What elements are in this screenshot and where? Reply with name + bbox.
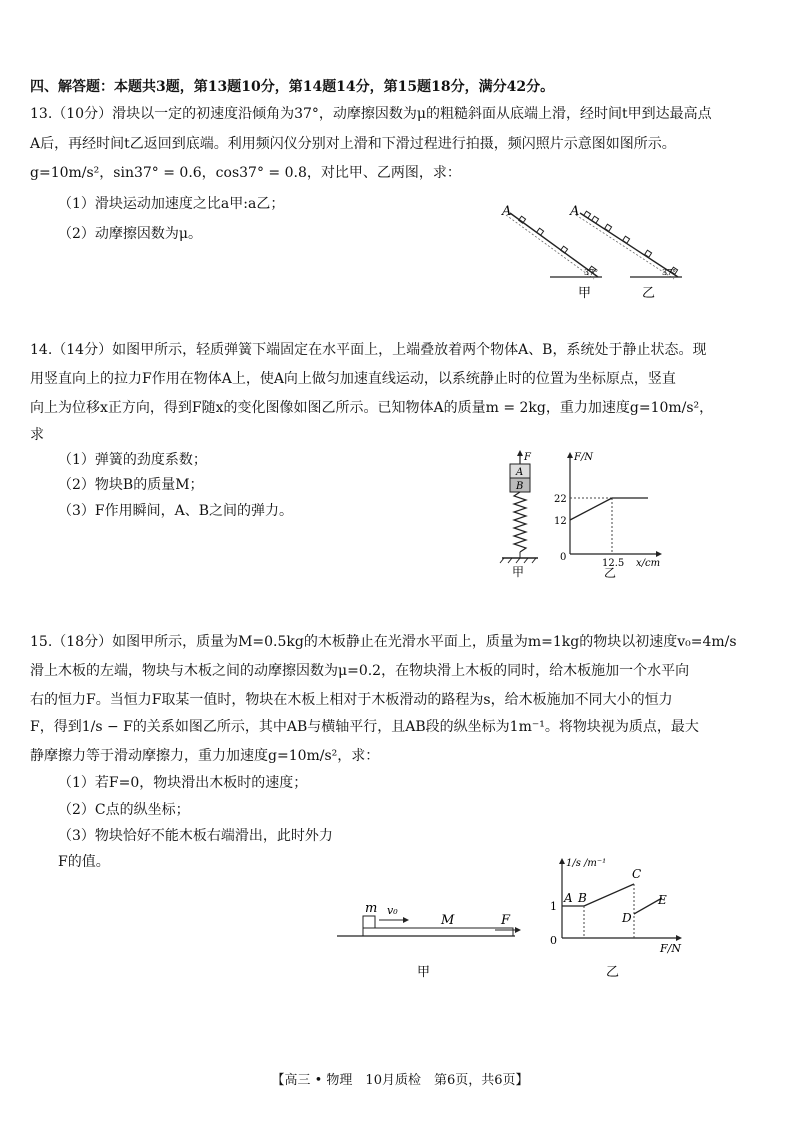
q15-line3: 右的恒力F。当恒力F取某一值时，物块在木板上相对于木板滑动的路程为s，给木板施加不同大小的恒力 [30, 692, 673, 708]
q14-tick-12: 12 [554, 516, 567, 527]
q15-label-board-m: M [441, 913, 455, 928]
q14-figure [490, 450, 670, 580]
q14-caption-right: 乙 [604, 566, 617, 580]
q15-sub2: （2）C点的纵坐标； [58, 802, 190, 818]
q14-sub1: （1）弹簧的劲度系数； [58, 452, 207, 468]
q15-block [363, 916, 375, 928]
q15-line1: 15.（18分）如图甲所示，质量为M=0.5kg的木板静止在光滑水平面上，质量为m=1kg的物块以初速度v₀=4m/s [30, 634, 737, 650]
q15-board-figure [335, 900, 525, 980]
q15-caption-right: 乙 [606, 965, 620, 980]
page-footer: 【高三 • 物理 10月质检 第6页，共6页】 [271, 1073, 529, 1088]
q13-angle-left: 37° [584, 268, 599, 277]
q15-tick-1: 1 [550, 900, 557, 913]
q15-label-m: m [365, 901, 378, 916]
q14-sub3: （3）F作用瞬间，A、B之间的弹力。 [58, 503, 294, 519]
q14-line2: 用竖直向上的拉力F作用在物体A上，使A向上做匀加速直线运动，以系统静止时的位置为坐标原点，竖直 [30, 371, 676, 387]
q15-tick-0: 0 [550, 934, 557, 947]
q15-sub3: （3）物块恰好不能木板右端滑出，此时外力 [58, 828, 333, 844]
q15-label-f: F [501, 913, 511, 928]
q15-point-a: A [564, 891, 573, 905]
q14-line3: 向上为位移x正方向，得到F随x的变化图像如图乙所示。已知物体A的质量m = 2kg，重力加速度g=10m/s²， [30, 400, 714, 416]
q13-label-a-left: A [502, 204, 512, 219]
q15-sub1: （1）若F=0，物块滑出木板时的速度； [58, 775, 308, 791]
q14-tick-0: 0 [560, 552, 567, 563]
q14-label-b: B [516, 481, 524, 492]
q15-x-axis-label: F/N [660, 942, 681, 955]
q13-line1: 13.（10分）滑块以一定的初速度沿倾角为37°，动摩擦因数为μ的粗糙斜面从底端上滑，经时间t甲到达最高点 [30, 106, 712, 122]
q15-point-d: D [622, 911, 632, 925]
q15-point-b: B [578, 891, 587, 905]
q15-sub3b: F的值。 [58, 854, 110, 870]
q14-y-axis-label: F/N [574, 452, 594, 463]
q13-line2: A后，再经时间t乙返回到底端。利用频闪仪分别对上滑和下滑过程进行拍摄，频闪照片示意图如图所示。 [30, 136, 676, 152]
q15-y-axis-label: 1/s /m⁻¹ [566, 858, 607, 869]
q14-caption-left: 甲 [512, 565, 525, 579]
q14-label-f: F [524, 452, 531, 463]
q14-line1: 14.（14分）如图甲所示，轻质弹簧下端固定在水平面上，上端叠放着两个物体A、B，系统处于静止状态。现 [30, 342, 707, 358]
q14-sub2: （2）物块B的质量M； [58, 477, 204, 493]
q15-board [363, 928, 513, 936]
q13-line3: g=10m/s²，sin37° = 0.6，cos37° = 0.8，对比甲、乙两图，求： [30, 165, 461, 181]
q13-sub2: （2）动摩擦因数为μ。 [58, 226, 203, 242]
q15-label-v0: v₀ [387, 904, 398, 917]
q15-graph [540, 850, 690, 985]
q15-line2: 滑上木板的左端，物块与木板之间的动摩擦因数为μ=0.2，在物块滑上木板的同时，给木板施加一个水平向 [30, 663, 690, 679]
q15-line5: 静摩擦力等于滑动摩擦力，重力加速度g=10m/s²，求： [30, 748, 380, 764]
q13-label-a-right: A [570, 204, 580, 219]
q13-caption-left: 甲 [578, 286, 592, 301]
q14-graph [567, 452, 662, 557]
q14-label-a: A [516, 467, 524, 478]
section-header: 四、解答题：本题共3题，第13题10分，第14题14分，第15题18分，满分42分。 [30, 79, 555, 95]
q13-caption-right: 乙 [642, 286, 656, 301]
q13-figure [490, 195, 700, 305]
q13-angle-right: 37° [662, 268, 677, 277]
q14-line4: 求 [30, 427, 44, 443]
q15-point-c: C [632, 867, 642, 881]
q15-caption-left: 甲 [417, 965, 431, 980]
q14-x-axis-label: x/cm [636, 558, 661, 569]
q15-point-e: E [658, 893, 667, 907]
q15-line4: F，得到1/s − F的关系如图乙所示，其中AB与横轴平行，且AB段的纵坐标为1m⁻¹。将物块视为质点，最大 [30, 719, 699, 735]
q13-sub1: （1）滑块运动加速度之比a甲:a乙； [58, 196, 285, 212]
q14-tick-12-5: 12.5 [602, 558, 625, 569]
q14-tick-22: 22 [554, 494, 567, 505]
